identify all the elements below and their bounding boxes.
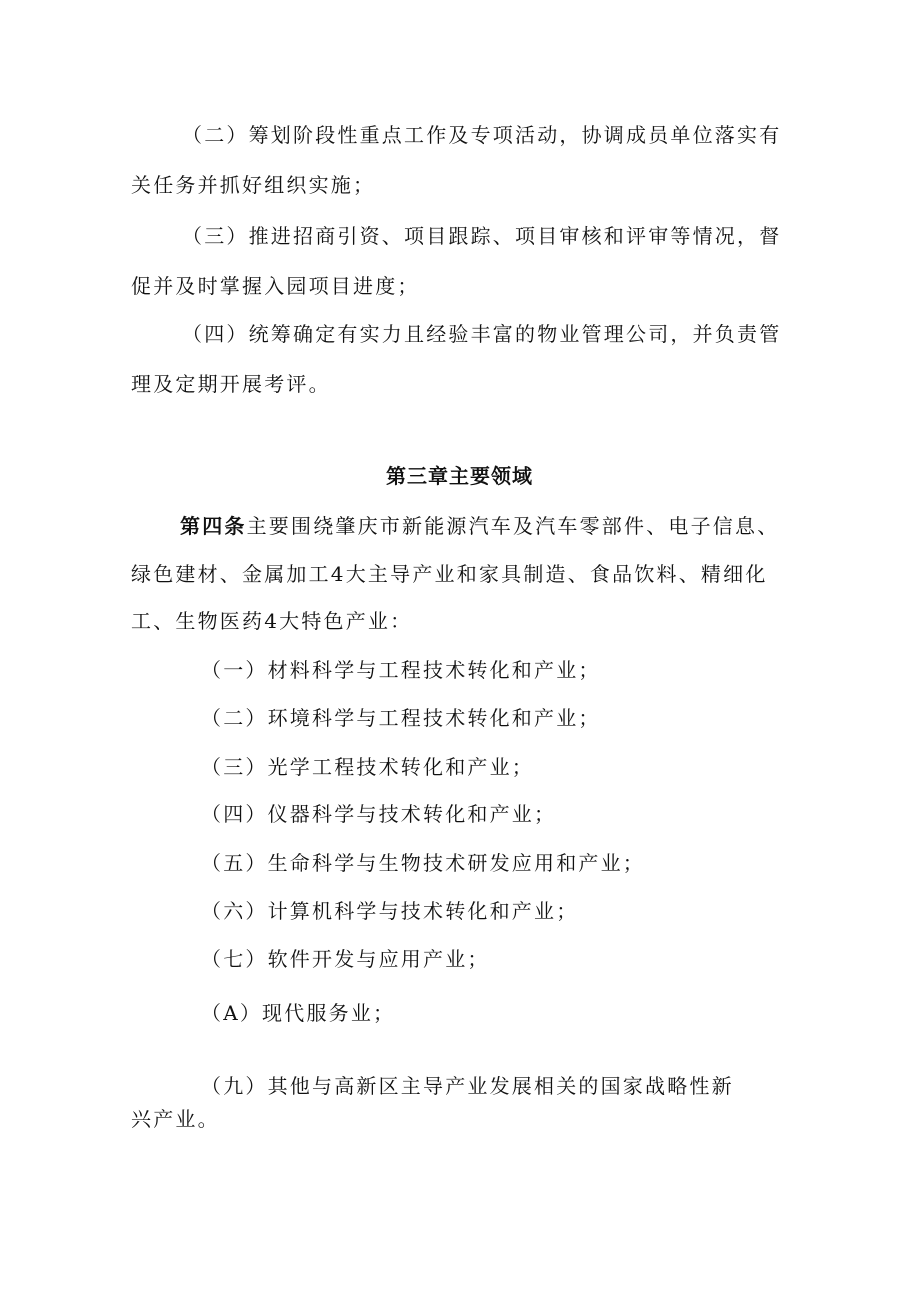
chapter-title: 第三章主要领域 <box>386 464 533 488</box>
article-4-line-3: 工、生物医药4大特色产业： <box>131 609 413 633</box>
paragraph-item-3-line-1: （三）推进招商引资、项目跟踪、项目审核和评审等情况，督 <box>182 224 782 248</box>
article-label: 第四条 <box>180 514 247 538</box>
list-item-3: （三）光学工程技术转化和产业； <box>201 755 534 779</box>
article-4-text-1: 主要围绕肇庆市新能源汽车及汽车零部件、电子信息、 <box>246 514 780 538</box>
list-item-9-line-2: 兴产业。 <box>131 1107 220 1131</box>
paragraph-item-4-line-2: 理及定期开展考评。 <box>131 372 331 396</box>
article-4-line-2: 绿色建材、金属加工4大主导产业和家具制造、食品饮料、精细化 <box>131 562 768 586</box>
list-item-2: （二）环境科学与工程技术转化和产业； <box>201 706 601 730</box>
list-item-7: （七）软件开发与应用产业； <box>201 947 490 971</box>
paragraph-item-2-line-2: 关任务并抓好组织实施； <box>131 173 376 197</box>
article-4-line-1 <box>180 512 779 540</box>
list-item-5: （五）生命科学与生物技术研发应用和产业； <box>201 851 645 875</box>
list-item-4: （四）仪器科学与技术转化和产业； <box>201 802 557 826</box>
list-item-1: （一）材料科学与工程技术转化和产业； <box>201 658 601 682</box>
list-item-8: （A）现代服务业； <box>201 1001 396 1025</box>
paragraph-item-2-line-1: （二）筹划阶段性重点工作及专项活动，协调成员单位落实有 <box>182 123 782 147</box>
list-item-6: （六）计算机科学与技术转化和产业； <box>201 899 579 923</box>
list-item-9-line-1: （九）其他与高新区主导产业发展相关的国家战略性新 <box>201 1074 734 1098</box>
paragraph-item-3-line-2: 促并及时掌握入园项目进度； <box>131 274 420 298</box>
paragraph-item-4-line-1: （四）统筹确定有实力且经验丰富的物业管理公司，并负责管 <box>182 322 782 346</box>
